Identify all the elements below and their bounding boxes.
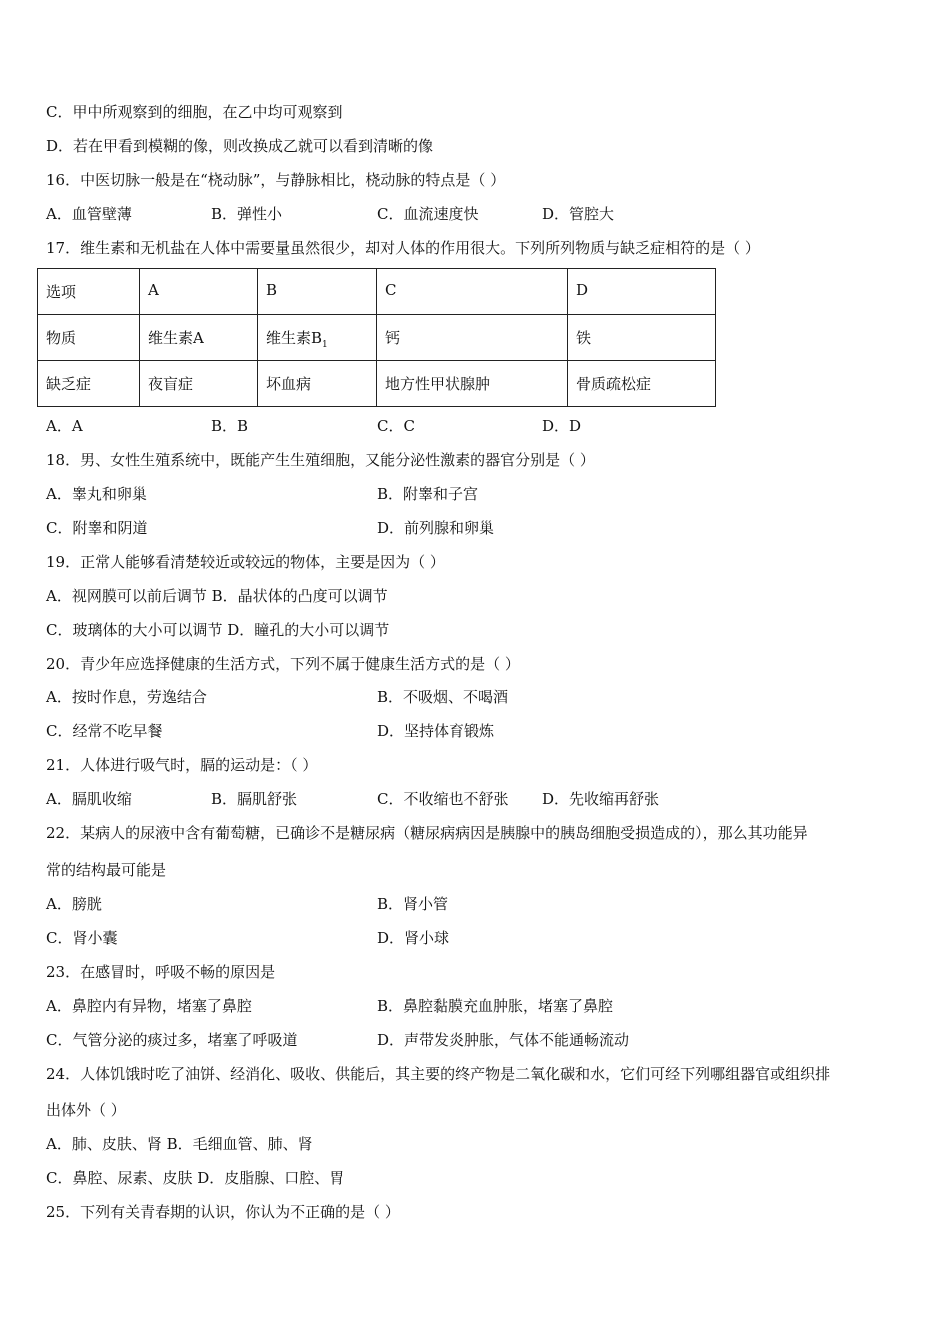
q17-table [37,268,716,407]
q19-stem: 19．正常人能够看清楚较近或较远的物体，主要是因为（ ） [46,553,445,571]
table-cell: B [258,269,377,315]
q16-option-d: D．管腔大 [542,205,615,223]
q21-stem: 21．人体进行吸气时，膈的运动是：（ ） [46,756,318,774]
q22-option-d: D．肾小球 [377,929,450,947]
vitamin-b-label: 维生素B [266,329,323,347]
table-cell: 铁 [568,315,716,361]
q23-option-b: B．鼻腔黏膜充血肿胀，堵塞了鼻腔 [377,997,614,1015]
table-cell: A [140,269,258,315]
table-cell: 骨质疏松症 [568,361,716,407]
q19-options-cd: C．玻璃体的大小可以调节 D．瞳孔的大小可以调节 [46,621,390,639]
q16-option-c: C．血流速度快 [377,205,479,223]
table-cell: 地方性甲状腺肿 [377,361,568,407]
q18-option-c: C．附睾和阴道 [46,519,148,537]
table-cell: 选项 [38,269,140,315]
table-cell [258,315,377,361]
table-cell: 坏血病 [258,361,377,407]
table-cell: D [568,269,716,315]
table-cell: 夜盲症 [140,361,258,407]
q19-options-ab: A．视网膜可以前后调节 B．晶状体的凸度可以调节 [46,587,388,605]
q23-option-c: C．气管分泌的痰过多，堵塞了呼吸道 [46,1031,298,1049]
q18-stem: 18．男、女性生殖系统中，既能产生生殖细胞，又能分泌性激素的器官分别是（ ） [46,451,595,469]
q17-option-c: C．C [377,417,415,435]
q17-option-d: D．D [542,417,582,435]
q24-stem-line1: 24．人体饥饿时吃了油饼、经消化、吸收、供能后，其主要的终产物是二氧化碳和水，它们可经下列哪组器官或组织排 [46,1065,831,1083]
q15-option-d: D．若在甲看到模糊的像，则改换成乙就可以看到清晰的像 [46,137,434,155]
q21-option-a: A．膈肌收缩 [46,790,132,808]
q21-option-d: D．先收缩再舒张 [542,790,660,808]
table-row [38,361,716,407]
q16-stem: 16．中医切脉一般是在“桡动脉”，与静脉相比，桡动脉的特点是（ ） [46,171,506,189]
q23-option-a: A．鼻腔内有异物，堵塞了鼻腔 [46,997,252,1015]
q18-option-a: A．睾丸和卵巢 [46,485,147,503]
q21-option-b: B．膈肌舒张 [211,790,298,808]
q18-option-b: B．附睾和子宫 [377,485,479,503]
q22-stem-line2: 常的结构最可能是 [46,861,167,879]
q20-option-a: A．按时作息，劳逸结合 [46,688,207,706]
vitamin-b-subscript: 1 [322,340,328,350]
table-row [38,269,716,315]
q20-stem: 20．青少年应选择健康的生活方式，下列不属于健康生活方式的是（ ） [46,655,520,673]
q22-option-c: C．肾小囊 [46,929,118,947]
q24-options-cd: C．鼻腔、尿素、皮肤 D．皮脂腺、口腔、胃 [46,1169,345,1187]
table-cell: 维生素A [140,315,258,361]
q20-option-c: C．经常不吃早餐 [46,722,163,740]
q23-option-d: D．声带发炎肿胀，气体不能通畅流动 [377,1031,630,1049]
q22-stem-line1: 22．某病人的尿液中含有葡萄糖，已确诊不是糖尿病（糖尿病病因是胰腺中的胰岛细胞受损造成的），那么其功能异 [46,824,808,842]
q16-option-b: B．弹性小 [211,205,283,223]
table-row [38,315,716,361]
table-cell: 钙 [377,315,568,361]
q17-option-b: B．B [211,417,249,435]
q21-option-c: C．不收缩也不舒张 [377,790,509,808]
q20-option-b: B．不吸烟、不喝酒 [377,688,509,706]
q22-option-a: A．膀胱 [46,895,102,913]
q23-stem: 23．在感冒时，呼吸不畅的原因是 [46,963,276,981]
q25-stem: 25．下列有关青春期的认识，你认为不正确的是（ ） [46,1203,400,1221]
q18-option-d: D．前列腺和卵巢 [377,519,495,537]
q20-option-d: D．坚持体育锻炼 [377,722,495,740]
table-cell: 物质 [38,315,140,361]
q16-option-a: A．血管壁薄 [46,205,132,223]
q22-option-b: B．肾小管 [377,895,449,913]
q17-stem: 17．维生素和无机盐在人体中需要量虽然很少，却对人体的作用很大。下列所列物质与缺乏症相符的是（ ） [46,239,760,257]
q24-stem-line2: 出体外（ ） [46,1101,126,1119]
q15-option-c: C．甲中所观察到的细胞，在乙中均可观察到 [46,103,343,121]
q17-option-a: A．A [46,417,83,435]
table-cell: C [377,269,568,315]
q24-options-ab: A．肺、皮肤、肾 B．毛细血管、肺、肾 [46,1135,313,1153]
table-cell: 缺乏症 [38,361,140,407]
